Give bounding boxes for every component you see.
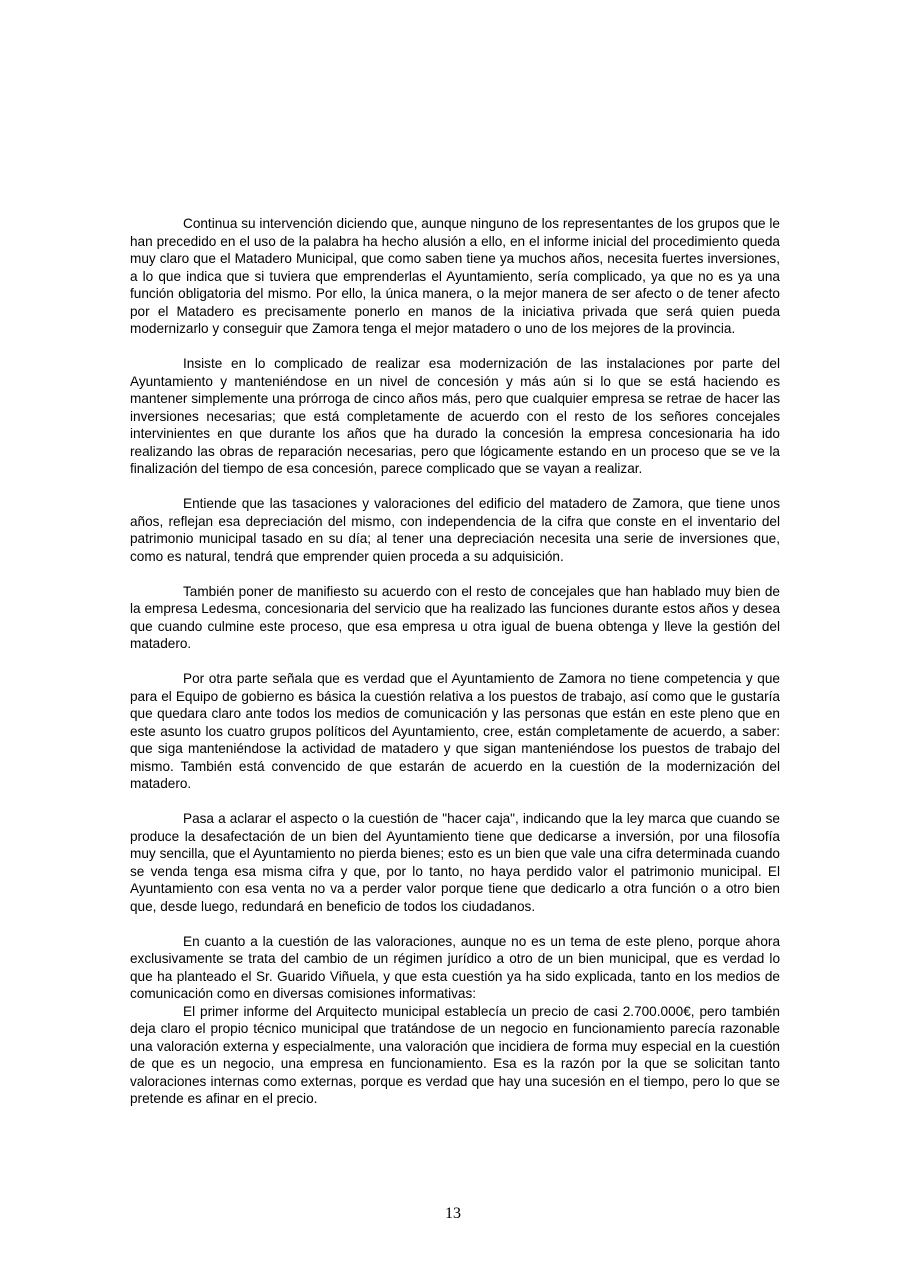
page-number: 13 bbox=[445, 1205, 461, 1222]
paragraph-intervention: Continua su intervención diciendo que, aunque ninguno de los representantes de los grupos que le han precedido en el uso de la palabra ha hecho alusión a ello, en el informe inicial del procedimiento queda muy claro que el Matadero Municipal, que como saben tiene ya muchos años, necesita fuertes inversiones, a lo que indica que si tuviera que emprenderlas el Ayuntamiento, sería complicado, ya que no es ya una función obligatoria del mismo. Por ello, la única manera, o la mejor manera de ser afecto o de tener afecto por el Matadero es precisamente ponerlo en manos de la iniciativa privada que será quien pueda modernizarlo y conseguir que Zamora tenga el mejor matadero o uno de los mejores de la provincia. bbox=[130, 216, 780, 336]
paragraph-jobs: Por otra parte señala que es verdad que el Ayuntamiento de Zamora no tiene competencia y que para el Equipo de gobierno es básica la cuestión relativa a los puestos de trabajo, así como que le gustaría que quedara claro ante todos los medios de comunicación y las personas que están en este pleno que en este asunto los cuatro grupos políticos del Ayuntamiento, cree, están completamente de acuerdo, a saber: que siga manteniéndose la actividad de matadero y que sigan manteniéndose los puestos de trabajo del mismo. También está convencido de que estarán de acuerdo en la cuestión de la modernización del matadero. bbox=[130, 671, 780, 791]
paragraph-hacer-caja: Pasa a aclarar el aspecto o la cuestión de "hacer caja", indicando que la ley marca que cuando se produce la desafectación de un bien del Ayuntamiento tiene que dedicarse a inversión, por una filosofía muy sencilla, que el Ayuntamiento no pierda bienes; esto es un bien que vale una cifra determinada cuando se venda tenga esa misma cifra y que, por lo tanto, no haya perdido valor el patrimonio municipal. El Ayuntamiento con esa venta no va a perder valor porque tiene que dedicarlo a otra función o a otro bien que, desde luego, redundará en beneficio de todos los ciudadanos. bbox=[130, 811, 780, 914]
paragraph-valuations: Entiende que las tasaciones y valoraciones del edificio del matadero de Zamora, que tiene unos años, reflejan esa depreciación del mismo, con independencia de la cifra que conste en el inventario del patrimonio municipal tasado en su día; al tener una depreciación necesita una serie de inversiones que, como es natural, tendrá que emprender quien proceda a su adquisición. bbox=[130, 496, 780, 564]
paragraph-ledesma: También poner de manifiesto su acuerdo con el resto de concejales que han hablado muy bien de la empresa Ledesma, concesionaria del servicio que ha realizado las funciones durante estos años y desea que cuando culmine este proceso, que esa empresa u otra igual de buena obtenga y lleve la gestión del matadero. bbox=[130, 583, 780, 651]
paragraph-architect-report: El primer informe del Arquitecto municipal establecía un precio de casi 2.700.000€, pero también deja claro el propio técnico municipal que tratándose de un negocio en funcionamiento parecía razonable una valoración externa y especialmente, una valoración que incidiera de forma muy especial en la cuestión de que es un negocio, una empresa en funcionamiento. Esa es la razón por la que se solicitan tanto valoraciones internas como externas, porque es verdad que hay una sucesión en el tiempo, pero lo que se pretende es afinar en el precio. bbox=[130, 1003, 780, 1106]
paragraph-valuation-question: En cuanto a la cuestión de las valoraciones, aunque no es un tema de este pleno, porque ahora exclusivamente se trata del cambio de un régimen jurídico a otro de un bien municipal, que es verdad lo que ha planteado el Sr. Guarido Viñuela, y que esta cuestión ya ha sido explicada, tanto en los medios de comunicación como en diversas comisiones informativas: bbox=[130, 933, 780, 1001]
document-body bbox=[130, 215, 780, 1125]
paragraph-modernization: Insiste en lo complicado de realizar esa modernización de las instalaciones por parte del Ayuntamiento y manteniéndose en un nivel de concesión y más aún si lo que se está haciendo es mantener simplemente una prórroga de cinco años más, pero que cualquier empresa se retrae de hacer las inversiones necesarias; que está completamente de acuerdo con el resto de los señores concejales intervinientes en que durante los años que ha durado la concesión la empresa concesionaria ha ido realizando las obras de reparación necesarias, pero que lógicamente estando en un proceso que se ve la finalización del tiempo de esa concesión, parece complicado que se vayan a realizar. bbox=[130, 356, 780, 476]
